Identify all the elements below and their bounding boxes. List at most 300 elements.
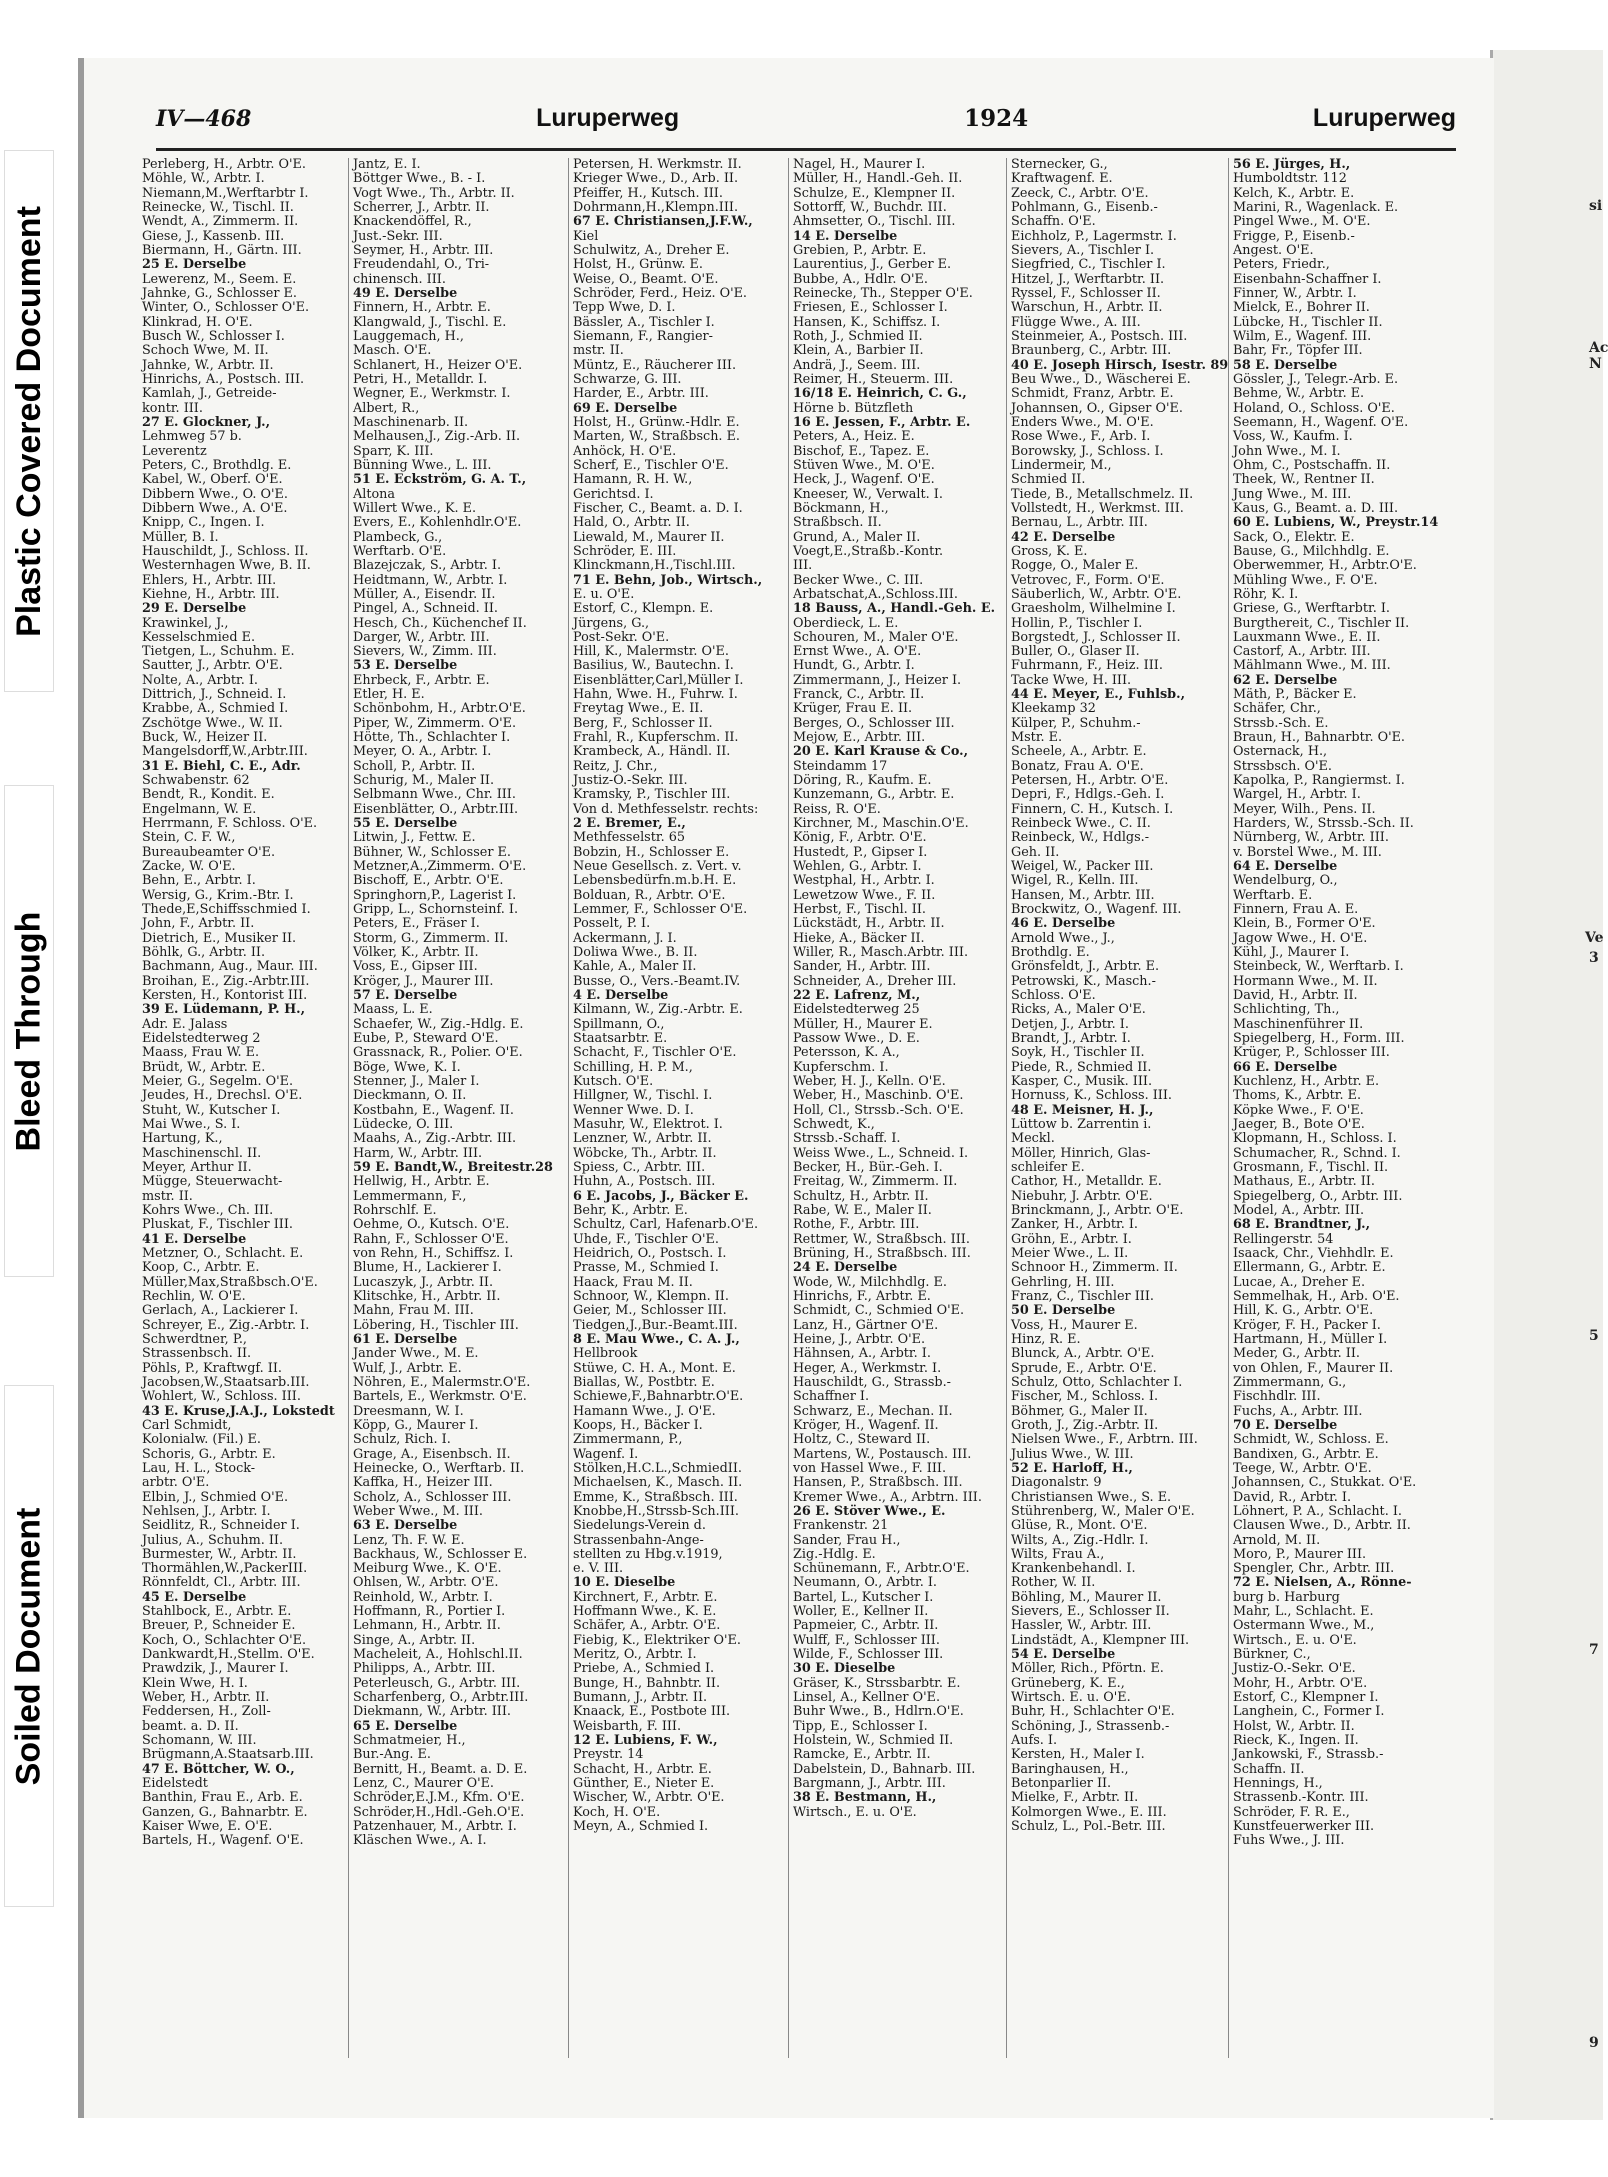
directory-entry: Becker, H., Bür.-Geh. I. <box>793 1159 943 1175</box>
directory-entry: Gross, K. E. <box>1011 543 1088 559</box>
directory-entry: Niemann,M.,Werftarbtr I. <box>142 185 309 201</box>
directory-entry: Castorf, A., Arbtr. III. <box>1233 644 1371 660</box>
directory-entry: Böhling, M., Maurer II. <box>1011 1589 1162 1605</box>
directory-entry: Springhorn,P., Lagerist I. <box>353 887 517 903</box>
directory-entry: John Wwe., M. I. <box>1233 443 1341 459</box>
directory-entry: Gerichtsd. I. <box>573 486 654 502</box>
directory-entry: Wulf, J., Arbtr. E. <box>353 1360 462 1376</box>
directory-entry: Kirchner, M., Maschin.O'E. <box>793 816 969 832</box>
house-number-entry: 56 E. Jürges, H., <box>1233 157 1351 172</box>
directory-entry: Leverentz <box>142 443 207 459</box>
house-number-entry: 26 E. Stöver Wwe., E. <box>793 1503 946 1519</box>
directory-entry: Günther, E., Nieter E. <box>573 1776 715 1792</box>
directory-entry: Aufs. I. <box>1011 1733 1058 1749</box>
directory-entry: Eube, P., Steward O'E. <box>353 1031 499 1047</box>
directory-entry: Sievers, E., Schlosser II. <box>1011 1604 1170 1620</box>
directory-entry: Kunstfeuerwerker III. <box>1233 1819 1375 1835</box>
directory-entry: Schreyer, E., Zig.-Arbtr. I. <box>142 1317 310 1333</box>
directory-entry: Schnoor H., Zimmerm. II. <box>1011 1260 1178 1276</box>
directory-entry: Fuhrmann, F., Heiz. III. <box>1011 658 1163 674</box>
directory-entry: Jagow Wwe., H. O'E. <box>1233 930 1368 946</box>
directory-entry: Zimmermann, P., <box>573 1432 683 1448</box>
directory-entry: Blume, H., Lackierer I. <box>353 1260 502 1276</box>
directory-entry: Nürnberg, W., Arbtr. III. <box>1233 830 1389 846</box>
directory-entry: Philipps, A., Arbtr. III. <box>353 1661 496 1677</box>
directory-entry: Brandt, J., Arbtr. I. <box>1011 1031 1131 1047</box>
directory-entry: Hinrichs, F., Arbtr. E. <box>793 1288 931 1304</box>
directory-entry: Model, A., Arbtr. III. <box>1233 1202 1365 1218</box>
directory-entry: Grassnack, R., Polier. O'E. <box>353 1045 523 1061</box>
directory-entry: Mäth, P., Bäcker E. <box>1233 687 1357 703</box>
directory-entry: kontr. III. <box>142 400 203 416</box>
directory-entry: Grage, A., Eisenbsch. II. <box>353 1446 511 1462</box>
directory-entry: Freudendahl, O., Tri- <box>353 257 490 273</box>
label-bleed-through-text: Bleed Through <box>9 911 48 1151</box>
directory-entry: Schaffn. II. <box>1233 1761 1305 1777</box>
directory-entry: Masuhr, W., Elektrot. I. <box>573 1116 723 1132</box>
directory-entry: Piper, W., Zimmerm. O'E. <box>353 715 517 731</box>
directory-entry: Schiewe,F.,Bahnarbtr.O'E. <box>573 1389 744 1405</box>
directory-entry: Nöhren, E., Malermstr.O'E. <box>353 1374 531 1390</box>
directory-entry: Bartel, L., Kutscher I. <box>793 1589 934 1605</box>
directory-entry: Strassenbsch. II. <box>142 1346 252 1362</box>
directory-entry: Julius, A., Schuhm. II. <box>142 1532 284 1548</box>
directory-entry: Böge, Wwe, K. I. <box>353 1059 461 1075</box>
directory-entry: Eidelstedterweg 2 <box>142 1031 261 1047</box>
directory-entry: Wehlen, G., Arbtr. I. <box>793 859 922 875</box>
directory-entry: Gehrling, H. III. <box>1011 1274 1115 1290</box>
year: 1924 <box>964 105 1029 132</box>
directory-entry: Klangwald, J., Tischl. E. <box>353 314 507 330</box>
directory-entry: Holl, Cl., Strssb.-Sch. O'E. <box>793 1102 964 1118</box>
directory-entry: Behr, K., Arbtr. E. <box>573 1202 688 1218</box>
directory-entry: Lüdecke, O. III. <box>353 1116 454 1132</box>
directory-entry: Schröder,H.,Hdl.-Geh.O'E. <box>353 1804 525 1820</box>
directory-entry: Lucae, A., Dreher E. <box>1233 1274 1366 1290</box>
directory-entry: Krambeck, A., Händl. II. <box>573 744 731 760</box>
directory-entry: Griese, G., Werftarbtr. I. <box>1233 601 1390 617</box>
directory-entry: Wilts, A., Zig.-Hdlr. I. <box>1011 1532 1149 1548</box>
directory-entry: Mstr. E. <box>1011 730 1063 746</box>
directory-entry: Hoffmann Wwe., K. E. <box>573 1604 717 1620</box>
directory-entry: Spiess, C., Arbtr. III. <box>573 1159 706 1175</box>
directory-entry: Müller, A., Eisendr. II. <box>353 586 496 602</box>
column-5 <box>1006 157 1229 2058</box>
directory-entry: Priebe, A., Schmied I. <box>573 1661 715 1677</box>
directory-entry: Finner, W., Arbtr. I. <box>1233 285 1357 301</box>
directory-entry: Hitzel, J., Werftarbtr. II. <box>1011 271 1165 287</box>
directory-entry: Rahn, F., Schlosser O'E. <box>353 1231 509 1247</box>
directory-entry: Neue Gesellsch. z. Vert. v. <box>573 859 742 875</box>
directory-entry: Schäfer, A., Arbtr. O'E. <box>573 1618 721 1634</box>
directory-entry: Jeudes, H., Drechsl. O'E. <box>142 1088 303 1104</box>
directory-entry: Schöning, J., Strassenb.- <box>1011 1718 1170 1734</box>
house-number-entry: 61 E. Derselbe <box>353 1331 458 1347</box>
house-number-entry: 42 E. Derselbe <box>1011 529 1116 545</box>
directory-entry: Graesholm, Wilhelmine I. <box>1011 601 1176 617</box>
directory-entry: chinensch. III. <box>353 271 446 287</box>
directory-entry: Köpke Wwe., F. O'E. <box>1233 1102 1364 1118</box>
directory-entry: Stüwe, C. H. A., Mont. E. <box>573 1360 736 1376</box>
directory-entry: Weber, H., Maschinb. O'E. <box>793 1088 964 1104</box>
directory-entry: Sparr, K. III. <box>353 443 434 459</box>
directory-entry: Schumacher, R., Schnd. I. <box>1233 1145 1401 1161</box>
directory-entry: Sander, Frau H., <box>793 1532 901 1548</box>
directory-entry: Weigel, W., Packer III. <box>1011 859 1154 875</box>
directory-entry: Meier Wwe., L. II. <box>1011 1245 1129 1261</box>
directory-entry: Herrmann, F. Schloss. O'E. <box>142 816 318 832</box>
directory-entry: Pingel, A., Schneid. II. <box>353 601 498 617</box>
directory-entry: Fuhs Wwe., J. III. <box>1233 1833 1345 1849</box>
directory-entry: Busch W., Schlosser I. <box>142 328 285 344</box>
directory-entry: Krankenbehandl. I. <box>1011 1561 1136 1577</box>
directory-entry: Reimer, H., Steuerm. III. <box>793 371 954 387</box>
directory-entry: Brügmann,A.Staatsarb.III. <box>142 1747 314 1763</box>
directory-entry: Tepp Wwe, D. I. <box>573 300 676 316</box>
directory-entry: Fischer, M., Schloss. I. <box>1011 1389 1159 1405</box>
directory-entry: arbtr. O'E. <box>142 1475 210 1491</box>
directory-entry: Westernhagen Wwe, B. II. <box>142 558 311 574</box>
directory-entry: Borowsky, J., Schloss. I. <box>1011 443 1164 459</box>
directory-entry: Hauschildt, G., Strassb.- <box>793 1374 952 1390</box>
directory-entry: König, F., Arbtr. O'E. <box>793 830 927 846</box>
directory-entry: Schröder, F. R. E., <box>1233 1804 1350 1820</box>
directory-entry: Kolonialw. (Fil.) E. <box>142 1432 261 1448</box>
directory-entry: Heidtmann, W., Arbtr. I. <box>353 572 508 588</box>
directory-entry: Mohr, H., Arbtr. O'E. <box>1233 1675 1368 1691</box>
directory-entry: Wischer, W., Arbtr. O'E. <box>573 1790 725 1806</box>
directory-entry: Böckmann, H., <box>793 500 889 516</box>
directory-entry: Stein, C. F. W., <box>142 830 236 846</box>
directory-entry: Weber, H. J., Kelln. O'E. <box>793 1074 946 1089</box>
directory-entry: Arnold, M. II. <box>1233 1532 1321 1548</box>
directory-entry: Preystr. 14 <box>573 1747 644 1763</box>
directory-entry: Meritz, O., Arbtr. I. <box>573 1647 697 1663</box>
directory-entry: Hillgner, W., Tischl. I. <box>573 1088 713 1104</box>
directory-entry: Strssb.-Schaff. I. <box>793 1131 901 1147</box>
directory-entry: Voegt,E.,Straßb.-Kontr. <box>793 543 944 559</box>
directory-entry: Strassenb.-Kontr. III. <box>1233 1790 1369 1806</box>
house-number-entry: 54 E. Derselbe <box>1011 1647 1116 1663</box>
directory-entry: Hellwig, H., Arbtr. E. <box>353 1174 490 1190</box>
directory-entry: Giese, J., Kassenb. III. <box>142 228 285 244</box>
directory-entry: Justiz-O.-Sekr. O'E. <box>1233 1661 1356 1677</box>
edge-mark: 3 <box>1589 950 1599 966</box>
directory-entry: Kneeser, W., Verwalt. I. <box>793 486 943 502</box>
directory-entry: Brockwitz, O., Wagenf. III. <box>1011 902 1182 918</box>
directory-entry: Grebien, P., Arbtr. E. <box>793 242 927 258</box>
directory-entry: Dietrich, E., Musiker II. <box>142 930 297 946</box>
directory-entry: Reinecke, W., Tischl. II. <box>142 199 294 215</box>
directory-entry: Grund, A., Maler II. <box>793 529 921 545</box>
directory-entry: Holtz, C., Steward II. <box>793 1432 931 1448</box>
directory-entry: Petersson, K. A., <box>793 1045 900 1061</box>
directory-entry: Wirtsch. E. u. O'E. <box>1011 1690 1131 1706</box>
page-header <box>156 104 1456 144</box>
directory-entry: III. <box>793 558 813 574</box>
directory-entry: Gössler, J., Telegr.-Arb. E. <box>1233 371 1399 387</box>
directory-entry: Weise, O., Beamt. O'E. <box>573 271 719 287</box>
directory-entry: Mejow, E., Arbtr. III. <box>793 730 926 746</box>
house-number-entry: 8 E. Mau Wwe., C. A. J., <box>573 1331 740 1347</box>
directory-entry: Braunberg, C., Arbtr. III. <box>1011 343 1172 359</box>
directory-entry: Biermann, H., Gärtn. III. <box>142 242 302 258</box>
directory-entry: Säuberlich, W., Arbtr. O'E. <box>1011 586 1182 602</box>
directory-entry: Pöhls, P., Kraftwgf. II. <box>142 1360 282 1376</box>
directory-entry: Grüneberg, K. E., <box>1011 1675 1125 1691</box>
house-number-entry: 24 E. Derselbe <box>793 1260 898 1276</box>
scan-bottom-margin <box>56 2135 1506 2177</box>
directory-entry: Schaffn. O'E. <box>1011 214 1096 230</box>
directory-entry: Schoch Wwe, M. II. <box>142 343 269 359</box>
directory-entry: Schaefer, W., Zig.-Hdlg. E. <box>353 1016 524 1032</box>
directory-entry: Eisenbahn-Schaffner I. <box>1233 271 1382 287</box>
directory-entry: Jahnke, W., Arbtr. II. <box>142 357 274 373</box>
directory-entry: E. u. O'E. <box>573 586 635 602</box>
edge-mark: 7 <box>1589 1642 1599 1658</box>
directory-entry: Koch, H. O'E. <box>573 1804 661 1820</box>
directory-entry: Freytag Wwe., E. II. <box>573 701 704 717</box>
house-number-entry: 29 E. Derselbe <box>142 601 247 617</box>
directory-entry: Diekmann, W., Arbtr. III. <box>353 1704 511 1720</box>
directory-entry: Schmidt, W., Schloss. E. <box>1233 1432 1389 1448</box>
house-number-entry: 10 E. Dieselbe <box>573 1575 676 1591</box>
directory-entry: Steindamm 17 <box>793 758 888 774</box>
directory-entry: Becker Wwe., C. III. <box>793 572 924 588</box>
directory-entry: Hamann Wwe., J. O'E. <box>573 1403 716 1419</box>
directory-entry: Bureaubeamter O'E. <box>142 844 276 860</box>
directory-entry: Löhnert, P. A., Schlacht. I. <box>1233 1503 1402 1519</box>
directory-entry: Krüger, Frau E. II. <box>793 701 913 717</box>
directory-entry: Martens, W., Postausch. III. <box>793 1446 972 1462</box>
directory-entry: Michaelsen, K., Masch. II. <box>573 1475 743 1491</box>
directory-entry: Finnern, H., Arbtr. E. <box>353 300 491 316</box>
directory-entry: Schwerdtner, P., <box>142 1331 247 1347</box>
directory-entry: Stenner, J., Maler I. <box>353 1074 480 1089</box>
directory-entry: Hald, O., Arbtr. II. <box>573 515 690 531</box>
directory-entry: Gripp, L., Schornsteinf. I. <box>353 902 519 918</box>
directory-entry: Hill, K., Malermstr. O'E. <box>573 644 729 660</box>
directory-entry: Staatsarbtr. E. <box>573 1031 668 1047</box>
directory-entry: Hellbrook <box>573 1346 638 1362</box>
directory-entry: Jung Wwe., M. III. <box>1233 486 1352 502</box>
directory-entry: Peters, E., Fräser I. <box>353 916 480 932</box>
label-soiled-document-text: Soiled Document <box>9 1507 48 1785</box>
directory-entry: schleifer E. <box>1011 1159 1085 1175</box>
directory-entry: Schilling, H. P. M., <box>573 1059 693 1075</box>
directory-entry: Kröger, H., Wagenf. II. <box>793 1417 939 1433</box>
directory-entry: Schulze, E., Klempner II. <box>793 185 956 201</box>
directory-entry: Lucaszyk, J., Arbtr. II. <box>353 1274 494 1290</box>
house-number-entry: 4 E. Derselbe <box>573 988 669 1004</box>
directory-entry: Winter, O., Schlosser O'E. <box>142 300 310 316</box>
directory-entry: Kabel, W., Oberf. O'E. <box>142 472 283 488</box>
directory-entry: Buhr, H., Schlachter O'E. <box>1011 1704 1175 1720</box>
directory-entry: Kröger, J., Maurer III. <box>353 973 494 989</box>
directory-entry: Melhausen,J., Zig.-Arb. II. <box>353 429 521 445</box>
directory-entry: Wohlert, W., Schloss. III. <box>142 1389 301 1405</box>
directory-entry: Schulz, Otto, Schlachter I. <box>1011 1374 1183 1390</box>
directory-entry: Stührenberg, W., Maler O'E. <box>1011 1503 1195 1519</box>
directory-entry: Westphal, H., Arbtr. I. <box>793 873 935 889</box>
house-number-entry: 71 E. Behn, Job., Wirtsch., <box>573 572 763 588</box>
directory-entry: Maschinenarb. II. <box>353 414 469 430</box>
directory-entry: Hartung, K., <box>142 1131 223 1147</box>
directory-entry: Nehlsen, J., Arbtr. I. <box>142 1503 271 1519</box>
directory-entry: Holst, W., Arbtr. II. <box>1233 1718 1355 1734</box>
edge-mark: 5 <box>1589 1328 1599 1344</box>
directory-entry: Köpp, G., Maurer I. <box>353 1417 479 1433</box>
directory-entry: Bischoff, E., Arbtr. O'E. <box>353 873 504 889</box>
directory-entry: Doliwa Wwe., B. II. <box>573 945 698 961</box>
directory-entry: von Ohlen, F., Maurer II. <box>1233 1360 1394 1376</box>
directory-entry: Kersten, H., Maler I. <box>1011 1747 1145 1763</box>
directory-entry: Rose Wwe., F., Arb. I. <box>1011 429 1151 445</box>
directory-entry: Grosmann, F., Tischl. II. <box>1233 1159 1389 1175</box>
directory-entry: Meier, G., Segelm. O'E. <box>142 1074 294 1089</box>
directory-entry: Kamlah, J., Getreide- <box>142 386 277 402</box>
directory-entry: Storm, G., Zimmerm. II. <box>353 930 509 946</box>
directory-entry: Reinbeck Wwe., C. II. <box>1011 816 1151 832</box>
house-number-entry: 18 Bauss, A., Handl.-Geh. E. <box>793 601 996 617</box>
directory-entry: Lanz, H., Gärtner O'E. <box>793 1317 939 1333</box>
directory-entry: Schultz, Carl, Hafenarb.O'E. <box>573 1217 759 1233</box>
directory-entry: Diagonalstr. 9 <box>1011 1475 1102 1491</box>
house-number-entry: 2 E. Bremer, E., <box>573 816 686 832</box>
directory-entry: Vollstedt, H., Werkmst. III. <box>1011 500 1184 516</box>
directory-entry: Betonparlier II. <box>1011 1776 1112 1792</box>
directory-entry: Gräser, K., Strssbarbtr. E. <box>793 1675 961 1691</box>
directory-entry: Sottorff, W., Buchdr. III. <box>793 199 947 215</box>
directory-entry: Zig.-Hdlg. E. <box>793 1546 876 1562</box>
directory-entry: Patzenhauer, M., Arbtr. I. <box>353 1819 517 1835</box>
directory-entry: Knackendöffel, R., <box>353 214 472 230</box>
directory-entry: Nolte, A., Arbtr. I. <box>142 672 258 688</box>
directory-entry: Bernau, L., Arbtr. III. <box>1011 515 1148 531</box>
directory-entry: Spiegelberg, H., Form. III. <box>1233 1031 1405 1047</box>
directory-entry: burg b. Harburg <box>1233 1589 1340 1605</box>
directory-entry: Wirtsch., E. u. O'E. <box>793 1804 917 1820</box>
directory-entry: Bartels, H., Wagenf. O'E. <box>142 1833 304 1849</box>
directory-entry: Hamann, R. H. W., <box>573 472 693 488</box>
directory-entry: Bur.-Ang. E. <box>353 1747 431 1763</box>
directory-entry: Reinbeck, W., Hdlgs.- <box>1011 830 1150 846</box>
directory-entry: Burmester, W., Arbtr. II. <box>142 1546 297 1562</box>
directory-entry: Niebuhr, J. Arbtr. O'E. <box>1011 1188 1153 1204</box>
house-number-entry: 46 E. Derselbe <box>1011 916 1116 932</box>
directory-entry: Bachmann, Aug., Maur. III. <box>142 959 318 975</box>
directory-entry: Maschinenschl. II. <box>142 1145 262 1161</box>
directory-entry: Wode, W., Milchhdlg. E. <box>793 1274 947 1290</box>
directory-entry: Kröger, F. H., Packer I. <box>1233 1317 1381 1333</box>
directory-entry: Neumann, O., Arbtr. I. <box>793 1575 938 1591</box>
directory-entry: Dreesmann, W. I. <box>353 1403 464 1419</box>
directory-entry: Lemmer, F., Schlosser O'E. <box>573 902 748 918</box>
directory-entry: Mügge, Steuerwacht- <box>142 1174 283 1190</box>
directory-entry: Lenzner, W., Arbtr. II. <box>573 1131 712 1147</box>
directory-entry: Meyn, A., Schmied I. <box>573 1819 709 1835</box>
house-number-entry: 48 E. Meisner, H. J., <box>1011 1102 1154 1118</box>
directory-entry: Kohrs Wwe., Ch. III. <box>142 1202 274 1218</box>
directory-entry: Freitag, W., Zimmerm. II. <box>793 1174 958 1190</box>
directory-entry: Hansen, K., Schiffsz. I. <box>793 314 941 330</box>
directory-entry: Kunzemann, G., Arbtr. E. <box>793 787 955 803</box>
directory-entry: Bonatz, Frau A. O'E. <box>1011 758 1144 774</box>
directory-entry: Hansen, P., Straßbsch. III. <box>793 1475 963 1491</box>
house-number-entry: 60 E. Lubiens, W., Preystr.14 <box>1233 515 1439 531</box>
directory-entry: Emme, K., Straßbsch. III. <box>573 1489 738 1505</box>
directory-entry: Buck, W., Heizer II. <box>142 730 268 746</box>
directory-entry: Thoms, K., Arbtr. E. <box>1233 1088 1362 1104</box>
house-number-entry: 51 E. Eckström, G. A. T., <box>353 472 527 488</box>
directory-entry: Ehrbeck, F., Arbtr. E. <box>353 672 490 688</box>
directory-entry: Uhde, F., Tischler O'E. <box>573 1231 719 1247</box>
directory-entry: David, H., Arbtr. II. <box>1233 988 1358 1004</box>
house-number-entry: 49 E. Derselbe <box>353 285 458 301</box>
house-number-entry: 68 E. Brandtner, J., <box>1233 1217 1371 1233</box>
scan-side-tabs <box>0 0 56 2177</box>
directory-entry: Maass, L. E. <box>353 1002 433 1018</box>
directory-entry: Weber Wwe., M. III. <box>353 1503 483 1519</box>
directory-entry: Grönsfeldt, J., Arbtr. E. <box>1011 959 1160 975</box>
directory-entry: Harm, W., Arbtr. III. <box>353 1145 483 1161</box>
directory-entry: Hormann Wwe., M. II. <box>1233 973 1378 989</box>
directory-entry: Stölken,H.C.L.,SchmiedII. <box>573 1460 742 1476</box>
directory-entry: Fischhdlr. III. <box>1233 1389 1321 1405</box>
house-number-entry: 44 E. Meyer, E., Fuhlsb., <box>1011 687 1186 703</box>
directory-entry: Singe, A., Arbtr. II. <box>353 1632 476 1648</box>
directory-entry: e. V. III. <box>573 1561 624 1577</box>
directory-entry: Schulwitz, A., Dreher E. <box>573 242 730 258</box>
adjacent-page-edge <box>1490 50 1608 2120</box>
directory-entry: Schouren, M., Maler O'E. <box>793 629 959 645</box>
directory-entry: Estorf, C., Klempner I. <box>1233 1690 1379 1706</box>
street-name-left: Luruperweg <box>536 104 680 132</box>
directory-entry: Ramcke, E., Arbtr. II. <box>793 1747 931 1763</box>
directory-entry: Mahr, L., Schlacht. E. <box>1233 1604 1374 1620</box>
directory-entry: Julius Wwe., W. III. <box>1011 1446 1134 1462</box>
directory-entry: Tacke Wwe, H. III. <box>1011 672 1132 688</box>
directory-entry: Tiede, B., Metallschmelz. II. <box>1011 486 1194 502</box>
directory-entry: Willert Wwe., K. E. <box>353 500 477 516</box>
directory-entry: Schoris, G., Arbtr. E. <box>142 1446 276 1462</box>
directory-entry: Tipp, E., Schlosser I. <box>793 1718 928 1734</box>
directory-entry: Nielsen Wwe., F., Arbtrn. III. <box>1011 1432 1198 1448</box>
house-number-entry: 16 E. Jessen, F., Arbtr. E. <box>793 414 971 430</box>
directory-entry: Biallas, W., Postbtr. E. <box>573 1374 715 1390</box>
page-number: IV—468 <box>156 106 252 132</box>
directory-entry: Bahr, Fr., Töpfer III. <box>1233 343 1363 359</box>
directory-entry: mstr. II. <box>573 343 624 359</box>
directory-entry: Seemann, H., Wagenf. O'E. <box>1233 414 1409 430</box>
directory-entry: stellten zu Hbg.v.1919, <box>573 1546 723 1562</box>
directory-entry: Meyer, O. A., Arbtr. I. <box>353 744 492 760</box>
directory-entry: Backhaus, W., Schlosser E. <box>353 1546 528 1562</box>
directory-entry: Heck, J., Wagenf. O'E. <box>793 472 935 488</box>
directory-entry: Bumann, J., Arbtr. II. <box>573 1690 708 1706</box>
directory-entry: beamt. a. D. II. <box>142 1718 239 1734</box>
edge-mark: Ve <box>1585 930 1604 946</box>
label-plastic-covered-text: Plastic Covered Document <box>9 205 48 637</box>
header-rule <box>156 148 1456 151</box>
directory-entry: Klitschke, H., Arbtr. II. <box>353 1288 501 1304</box>
directory-entry: Wulff, F., Schlosser III. <box>793 1632 940 1648</box>
directory-entry: Hinrichs, A., Postsch. III. <box>142 371 305 387</box>
directory-entry: Franz, C., Tischler III. <box>1011 1288 1154 1304</box>
directory-entry: Bendt, R., Kondit. E. <box>142 787 275 803</box>
directory-entry: Lebensbedürfn.m.b.H. E. <box>573 873 737 889</box>
directory-entry: Maschinenführer II. <box>1233 1016 1364 1032</box>
